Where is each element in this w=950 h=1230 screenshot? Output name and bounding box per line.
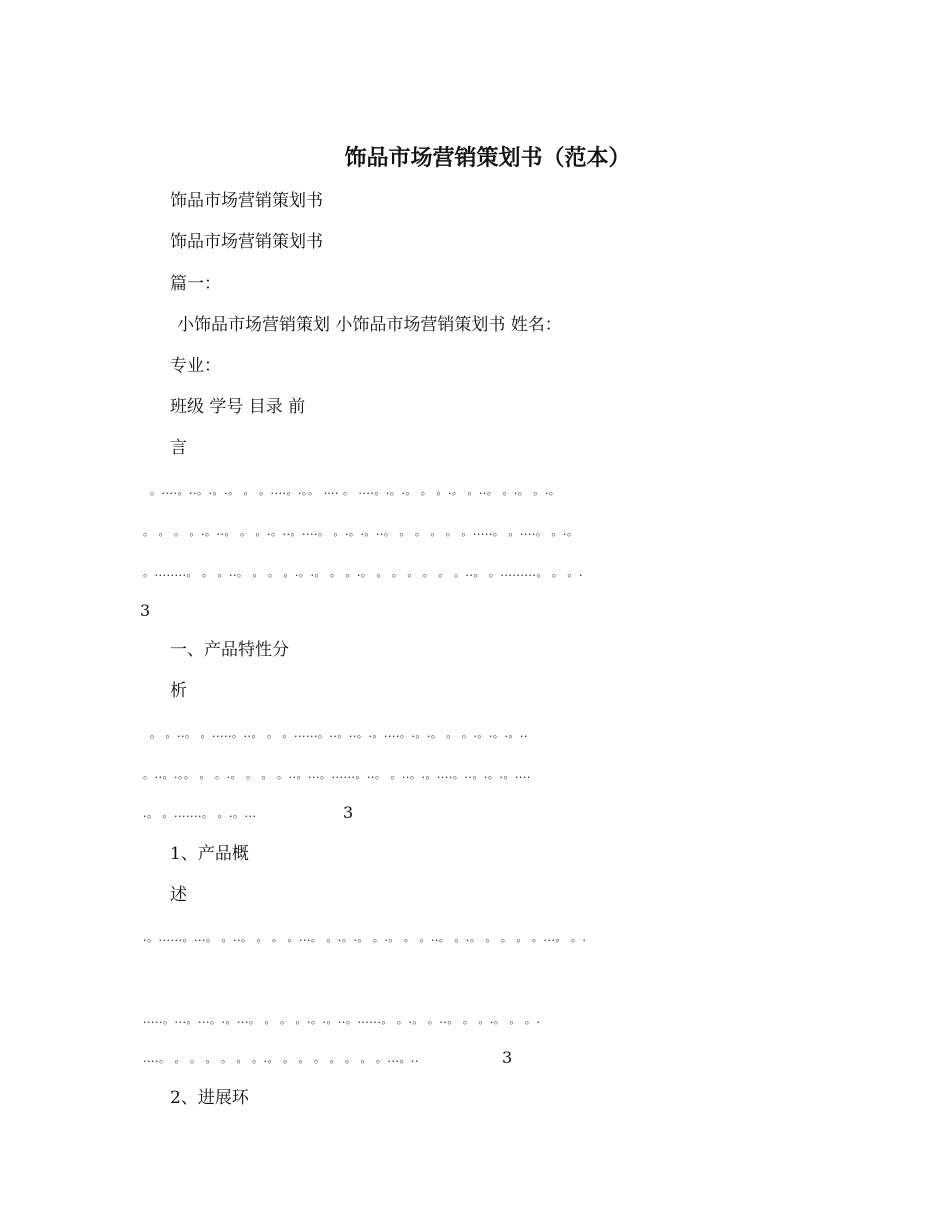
toc-heading-tail: 析 [170,681,187,701]
toc-leader: 。........。 。 。..。 。 。 。.。.。 。 。.。 。 。 。 。 。 。..。 。.........。 。 。. [143,566,583,579]
intro-line: 小饰品市场营销策划 小饰品市场营销策划书 姓名： [177,315,562,335]
toc-heading: 一、产品特性分 [170,640,289,660]
toc-leader: .。......。...。 。..。 。 。 。...。 。.。.。 。.。 。 。..。 。.。 。 。 。 。...。 。. [143,931,587,944]
document-title: 饰品市场营销策划书（范本） [344,145,631,171]
toc-heading: 1、产品概 [170,844,249,864]
toc-page-number: 3 [343,803,354,822]
class-line: 班级 学号 目录 前 [170,397,306,417]
toc-leader: .....。...。...。.。...。 。 。 。.。.。..。......。 。.。 。..。 。 。.。 。 。. [143,1013,541,1026]
toc-heading: 2、进展环 [170,1088,249,1108]
toc-leader: 。....。..。.。.。 。 。....。.。。 …. 。 ....。.。.。 。 。.。 。..。 。.。 。.。 [150,484,561,497]
subtitle-line-1: 饰品市场营销策划书 [170,191,323,211]
toc-leader: 。 。 。 。.。..。 。 。.。..。....。 。.。.。..。 。 。 。 。 。.....。 。....。 。.。 [143,525,579,538]
toc-page-number: 3 [140,601,151,620]
preface-tail: 言 [170,438,187,458]
toc-page-number: 3 [502,1048,513,1067]
toc-leader: ....。 。 。 。 。 。 。.。 。 。 。 。 。 。 。...。.. [143,1052,419,1065]
toc-leader: 。..。.。。 。 。.。 。 。 。..。...。......。..。 。..。.。....。..。.。.。.... [143,768,531,781]
toc-leader: .。 。.......。 。.。... [143,807,257,820]
toc-heading-tail: 述 [170,885,187,905]
major-line: 专业： [170,356,221,376]
subtitle-line-2: 饰品市场营销策划书 [170,232,323,252]
chapter-label: 篇一： [170,274,221,294]
toc-leader: 。 。..。 。.....。..。 。 。......。..。..。.。....。.。.。 。 。.。.。.。.. [150,727,528,740]
